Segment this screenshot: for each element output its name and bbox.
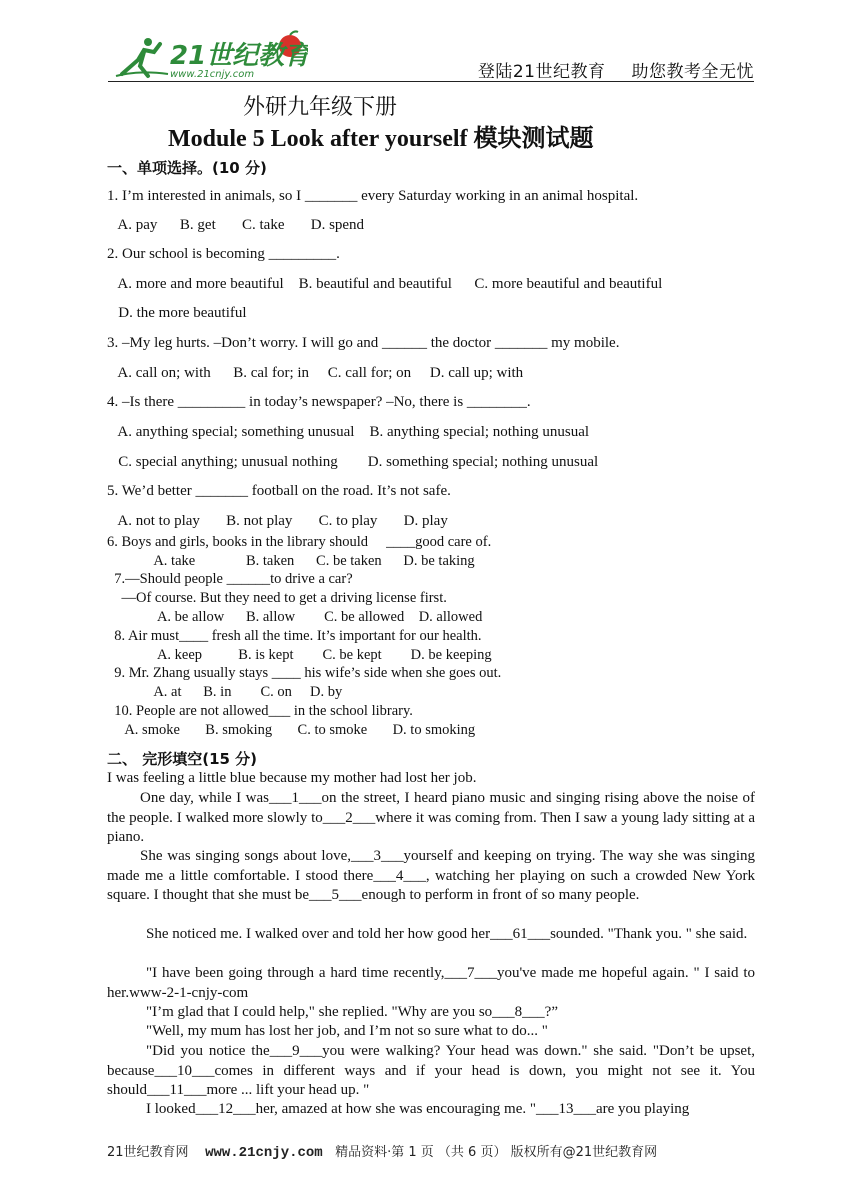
question-line: 10. People are not allowed___ in the school library. (107, 703, 413, 719)
slogan-right: 助您教考全无忧 (631, 62, 754, 82)
logo-url: www.21cnjy.com (170, 69, 255, 80)
footer-url[interactable]: www.21cnjy.com (205, 1145, 323, 1161)
question-line: 4. –Is there _________ in today’s newspaper? –No, there is ________. (107, 394, 531, 410)
header-divider (108, 81, 754, 82)
page-title: 外研九年级下册 (243, 95, 398, 120)
logo-graphic (108, 30, 308, 82)
question-line: 9. Mr. Zhang usually stays ____ his wife’s side when she goes out. (107, 665, 502, 681)
passage-paragraph: "Well, my mum has lost her job, and I’m not so sure what to do... " (146, 1023, 548, 1039)
passage-paragraph: I looked___12___her, amazed at how she was encouraging me. "___13___are you playing (146, 1101, 690, 1117)
section1-heading: 一、单项选择。(10 分) (107, 159, 267, 177)
question-line: —Of course. But they need to get a driving license first. (107, 590, 447, 606)
question-line: 2. Our school is becoming _________. (107, 246, 340, 262)
option-line: A. at B. in C. on D. by (107, 684, 343, 700)
passage-paragraph: "I have been going through a hard time recently,___7___you've made me hopeful again. " I said to her.www-2-1-cnjy-com (107, 965, 755, 1001)
passage-paragraph: One day, while I was___1___on the street, I heard piano music and singing rising above the noise of the people. I walked more slowly to___2___where it was coming from. Then I saw a young lady sitting at a piano. (107, 790, 755, 845)
question-line: 3. –My leg hurts. –Don’t worry. I will go and ______ the doctor _______ my mobile. (107, 335, 620, 351)
site-logo (108, 30, 308, 82)
option-line: C. special anything; unusual nothing D. something special; nothing unusual (107, 454, 599, 470)
option-line: A. keep B. is kept C. be kept D. be keeping (107, 647, 492, 663)
passage-paragraph: "Did you notice the___9___you were walking? Your head was down." she said. "Don’t be upset, because___10___comes in different ways and if your head is down, you might not see it. You should___11___more ... lift your head up. " (107, 1043, 755, 1098)
option-line: A. pay B. get C. take D. spend (107, 217, 365, 233)
logo-text: 21世纪教育 (170, 41, 308, 71)
question-line: 6. Boys and girls, books in the library should ____good care of. (107, 534, 492, 550)
question-line: 8. Air must____ fresh all the time. It’s important for our health. (107, 628, 482, 644)
question-line: 5. We’d better _______ football on the road. It’s not safe. (107, 483, 451, 499)
slogan-left: 登陆21世纪教育 (477, 62, 606, 82)
question-line: 1. I’m interested in animals, so I _______ every Saturday working in an animal hospital. (107, 188, 639, 204)
question-line: 7.—Should people ______to drive a car? (107, 571, 353, 587)
page-header (108, 30, 754, 82)
page-subtitle: Module 5 Look after yourself 模块测试题 (168, 126, 594, 152)
option-line: D. the more beautiful (107, 305, 247, 321)
section2-heading: 二、 完形填空(15 分) (107, 750, 258, 768)
passage-intro: I was feeling a little blue because my mother had lost her job. (107, 770, 477, 786)
option-line: A. more and more beautiful B. beautiful and beautiful C. more beautiful and beautiful (107, 276, 663, 292)
page-footer (107, 1141, 657, 1161)
passage-paragraph: She was singing songs about love,___3___yourself and keeping on trying. The way she was singing made me a little comfortable. I stood there___4___, watching her playing on such a crowded New York square. I thought that she must be___5___enough to perform in front of so many people. (107, 848, 755, 903)
option-line: A. be allow B. allow C. be allowed D. allowed (107, 609, 483, 625)
footer-info: 精品资料·第 1 页 （共 6 页） 版权所有@21世纪教育网 (335, 1145, 658, 1160)
option-line: A. not to play B. not play C. to play D. play (107, 513, 448, 529)
passage-paragraph: She noticed me. I walked over and told her how good her___61___sounded. "Thank you. " she said. (146, 926, 748, 942)
option-line: A. take B. taken C. be taken D. be taking (107, 553, 475, 569)
option-line: A. smoke B. smoking C. to smoke D. to smoking (107, 722, 476, 738)
footer-site: 21世纪教育网 (107, 1145, 189, 1160)
passage-paragraph: "I’m glad that I could help," she replied. "Why are you so___8___?” (146, 1004, 559, 1020)
option-line: A. call on; with B. cal for; in C. call for; on D. call up; with (107, 365, 524, 381)
option-line: A. anything special; something unusual B. anything special; nothing unusual (107, 424, 590, 440)
header-slogan (478, 57, 754, 82)
